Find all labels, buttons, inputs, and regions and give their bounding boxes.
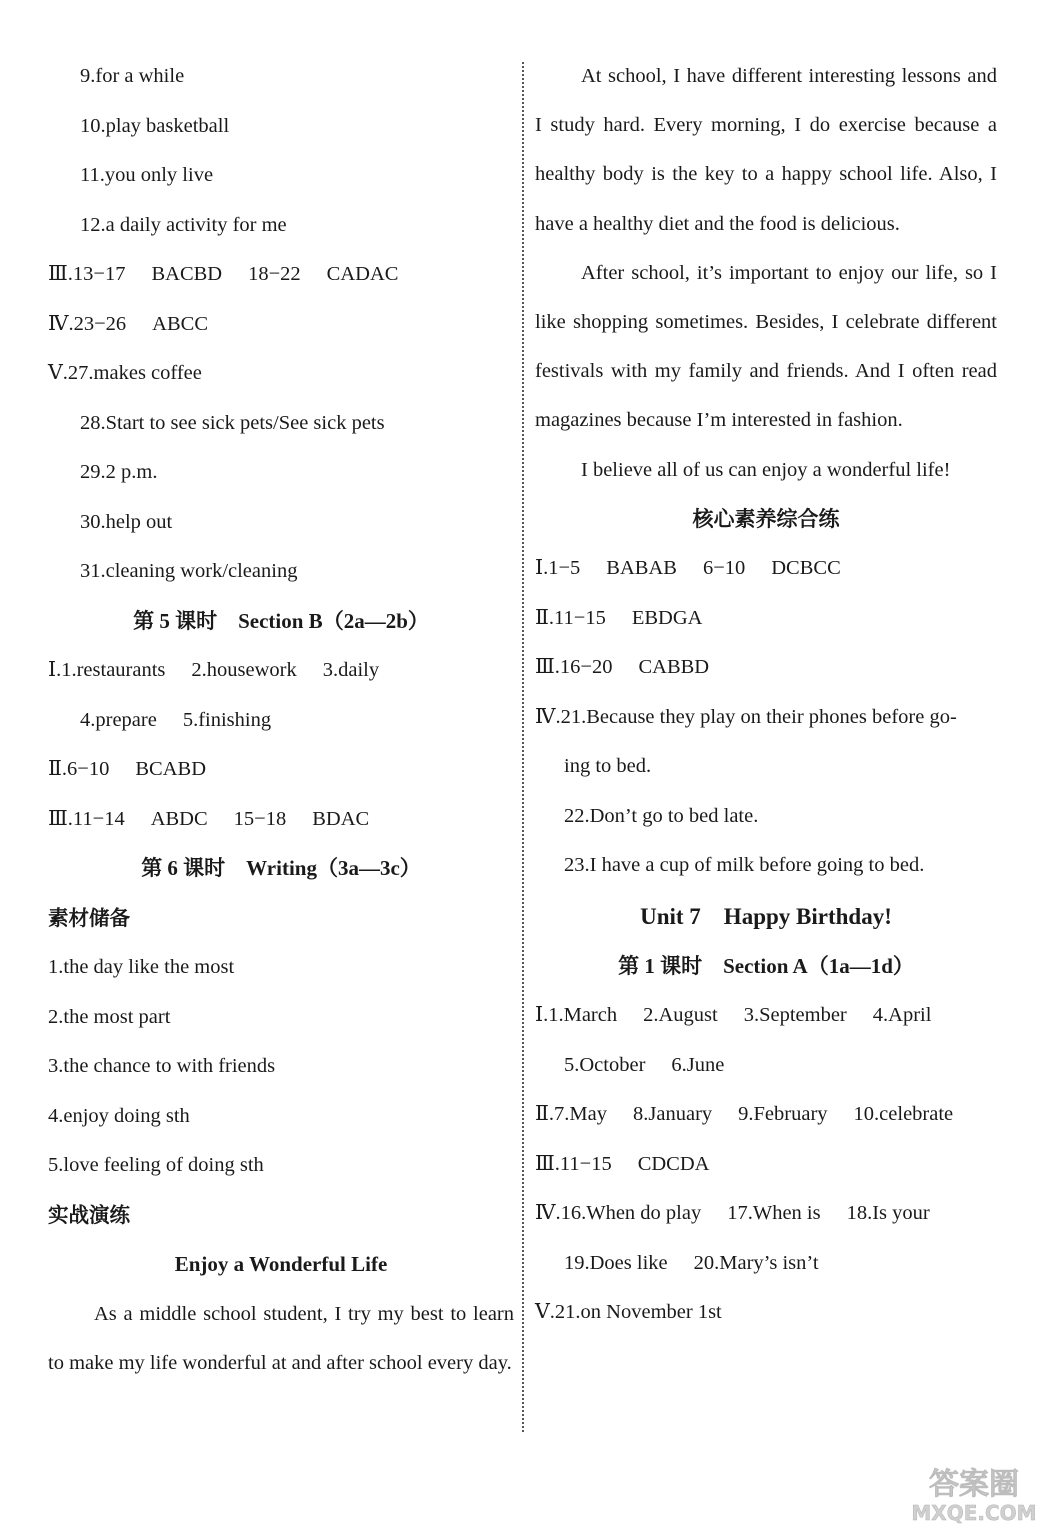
- section-label: Ⅳ.23−26: [48, 312, 127, 335]
- answer-group: DCBCC: [771, 557, 841, 580]
- answer-word: 4.April: [872, 1004, 932, 1027]
- essay-title: Enjoy a Wonderful Life: [174, 1252, 388, 1276]
- answer-group: BDAC: [312, 807, 370, 830]
- material-item: 3.the chance to with friends: [48, 1055, 276, 1077]
- answer-line: 23.I have a cup of milk before going to bed.: [564, 854, 925, 877]
- answer-word: 8.January: [633, 1103, 713, 1126]
- answer-line-c4-cont: ing to bed.: [564, 755, 652, 778]
- answer-line-b2: [48, 745, 514, 795]
- answer-group: CDCDA: [637, 1152, 710, 1175]
- answer-group: BACBD: [151, 263, 223, 285]
- section-label: Ⅱ.11−15: [535, 606, 606, 629]
- unit-7-heading: Unit 7 Happy Birthday!: [640, 903, 892, 929]
- section-label: Ⅰ.1−5: [535, 557, 581, 580]
- essay-paragraph-1: As a middle school student, I try my best to learn to make my life wonderful at and after school every day.: [48, 1302, 514, 1374]
- answer-line: 31.cleaning work/cleaning: [80, 560, 298, 582]
- answer-line-u5: Ⅴ.21.on November 1st: [535, 1301, 722, 1324]
- answer-line-u2: [535, 1090, 997, 1140]
- section-label: Ⅲ.11−15: [535, 1152, 612, 1175]
- answer-group: CADAC: [326, 263, 399, 285]
- answer-line: 30.help out: [80, 510, 173, 533]
- answer-word: 2.housework: [191, 659, 297, 681]
- answer-word: 19.Does like: [564, 1251, 668, 1274]
- answer-word: 3.September: [743, 1004, 847, 1027]
- answer-line-b1: [48, 646, 514, 696]
- column-divider: [522, 62, 524, 1432]
- answer-word: 2.August: [643, 1004, 718, 1027]
- material-label: 素材储备: [48, 905, 130, 930]
- answer-line-u1: [535, 991, 997, 1041]
- section-label: Ⅳ.16.When do play: [535, 1202, 702, 1225]
- answer-word: 18.Is your: [846, 1202, 930, 1225]
- left-column: [48, 52, 514, 1388]
- section-label: Ⅲ.11−14: [48, 807, 125, 830]
- lesson-6-heading: 第 6 课时 Writing（3a—3c）: [141, 856, 421, 880]
- answer-group: BABAB: [606, 557, 677, 580]
- answer-group: ABDC: [150, 807, 208, 830]
- range-label: 6−10: [702, 557, 746, 580]
- practice-label: 实战演练: [48, 1202, 130, 1227]
- answer-line: 12.a daily activity for me: [80, 213, 287, 236]
- unit-7-lesson-1-heading: 第 1 课时 Section A（1a—1d）: [618, 953, 914, 978]
- essay-paragraph-2: At school, I have different interesting lessons and I study hard. Every morning, I do exercise because a healthy body is the key to a happy school life. Also, I have a healthy diet and the food is delicious.: [535, 65, 997, 235]
- answer-group: CABBD: [638, 656, 710, 679]
- section-label: Ⅲ.16−20: [535, 656, 613, 679]
- answer-line-c2: [535, 594, 997, 644]
- section-label: Ⅲ.13−17: [48, 263, 126, 285]
- answer-word: 17.When is: [727, 1202, 821, 1225]
- section-label: Ⅰ.1.March: [535, 1004, 618, 1027]
- answer-word: 20.Mary’s isn’t: [693, 1251, 819, 1274]
- section-label: Ⅱ.6−10: [48, 758, 110, 780]
- answer-line-c4: Ⅳ.21.Because they play on their phones before go-: [535, 705, 957, 728]
- answer-line: 22.Don’t go to bed late.: [564, 804, 759, 827]
- answer-line: 11.you only live: [80, 164, 214, 186]
- answer-line: 29.2 p.m.: [80, 461, 158, 483]
- section-label: Ⅰ.1.restaurants: [48, 659, 166, 681]
- answer-group: BCABD: [135, 758, 207, 780]
- answer-line-u1-cont: [535, 1041, 997, 1091]
- answer-line: 10.play basketball: [80, 114, 230, 137]
- answer-word: 6.June: [671, 1053, 725, 1076]
- material-item: 1.the day like the most: [48, 956, 235, 978]
- answer-line-u4-cont: [535, 1239, 997, 1289]
- watermark-domain: MXQE.COM: [911, 1501, 1037, 1525]
- answer-word: 4.prepare: [80, 708, 157, 731]
- answer-line: 28.Start to see sick pets/See sick pets: [80, 411, 385, 434]
- answer-line-u4: [535, 1189, 997, 1239]
- answer-line-b1-cont: [48, 696, 514, 746]
- answer-line-section-5: Ⅴ.27.makes coffee: [48, 362, 202, 384]
- right-column: [535, 52, 997, 1338]
- answer-word: 3.daily: [322, 659, 380, 681]
- answer-word: 9.February: [738, 1103, 828, 1126]
- watermark-text: 答案圈: [929, 1467, 1019, 1502]
- answer-line-section-3: [48, 250, 514, 300]
- core-practice-heading: 核心素养综合练: [692, 506, 840, 531]
- answer-word: 5.October: [564, 1053, 646, 1076]
- answer-word: 10.celebrate: [853, 1103, 954, 1126]
- answer-line-c3: [535, 643, 997, 693]
- answer-line-c1: [535, 544, 997, 594]
- material-item: 5.love feeling of doing sth: [48, 1154, 264, 1176]
- lesson-5-heading: 第 5 课时 Section B（2a—2b）: [133, 608, 429, 633]
- answer-line-b3: [48, 795, 514, 845]
- material-item: 4.enjoy doing sth: [48, 1104, 190, 1127]
- watermark-logo-icon: [900, 1462, 1048, 1526]
- range-label: 18−22: [248, 263, 301, 285]
- answer-line-section-4: [48, 300, 514, 350]
- answer-group: EBDGA: [631, 606, 703, 629]
- essay-paragraph-3: After school, it’s important to enjoy our life, so I like shopping sometimes. Besides, I celebrate different festivals with my family and friends. And I often read magazines because I’m interested in fashion.: [535, 261, 997, 432]
- answer-word: 5.finishing: [182, 708, 272, 731]
- answer-group: ABCC: [152, 312, 208, 335]
- answer-line-u3: [535, 1140, 997, 1190]
- range-label: 15−18: [233, 807, 287, 830]
- material-item: 2.the most part: [48, 1005, 171, 1028]
- essay-paragraph-4: I believe all of us can enjoy a wonderful life!: [581, 458, 951, 481]
- answer-line: 9.for a while: [80, 65, 185, 87]
- section-label: Ⅱ.7.May: [535, 1103, 608, 1126]
